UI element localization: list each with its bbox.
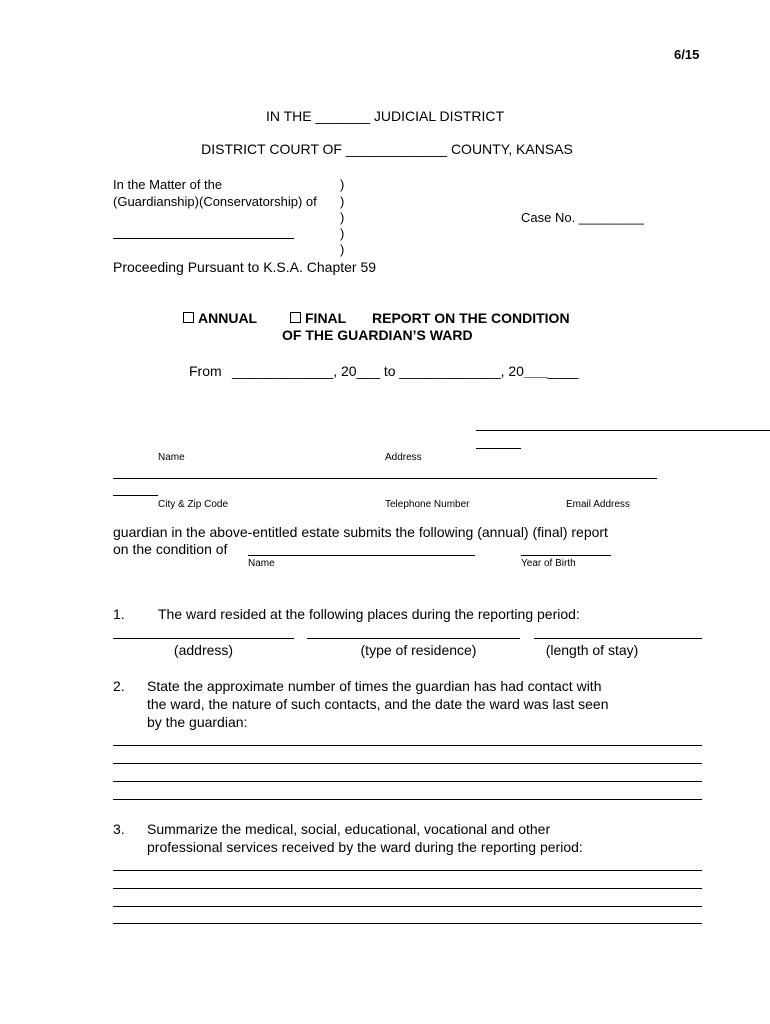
item-2-answer-line-4[interactable] [113,799,702,800]
item-2-answer-line-2[interactable] [113,763,702,764]
item-3-answer-line-2[interactable] [113,888,702,889]
item-3-answer-line-3[interactable] [113,906,702,907]
address-column-label: (address) [173,642,234,658]
period-year-tail-2: ____ [547,363,579,379]
period-dates: _____________, 20___ to _____________, 20 [232,363,524,379]
period-from-label: From [189,363,222,379]
annual-label: ANNUAL [198,310,258,326]
item-1-text: The ward resided at the following places during the reporting period: [158,606,580,622]
case-number-label: Case No. _________ [521,210,644,225]
item-2-line-2: the ward, the nature of such contacts, and the date the ward was last seen [147,696,609,712]
annual-option[interactable] [183,310,257,326]
caption-paren-4: ) [340,226,345,241]
telephone-label: Telephone Number [385,499,470,510]
email-label: Email Address [566,499,630,510]
report-title-line1: REPORT ON THE CONDITION [372,310,570,326]
item-3-answer-line-4[interactable] [113,923,702,924]
guardian-name-label: Name [158,452,185,463]
caption-paren-2: ) [340,194,345,209]
year-of-birth-label: Year of Birth [521,558,576,569]
reporting-period[interactable] [232,363,578,379]
guardian-info-line-top[interactable] [476,430,770,431]
guardian-address-label: Address [385,452,422,463]
page-code: 6/15 [674,47,700,62]
item-2-text [147,677,609,731]
annual-checkbox[interactable] [183,312,194,323]
item-3-number: 3. [113,821,125,837]
guardianship-conservatorship-label: (Guardianship)(Conservatorship) of [113,194,317,209]
item-2-line-3: by the guardian: [147,714,248,730]
ward-name-line[interactable] [113,238,294,239]
caption-paren-1: ) [340,177,345,192]
length-column-label: (length of stay) [545,642,639,658]
intro-line-1: guardian in the above-entitled estate submits the following (annual) (final) report [113,524,608,540]
item-2-number: 2. [113,678,125,694]
item-1-number: 1. [113,606,125,622]
guardian-info-line-2-short[interactable] [113,495,158,496]
item-3-text [147,820,583,856]
item-2-line-1: State the approximate number of times the guardian has had contact with [147,678,602,694]
item-2-answer-line-3[interactable] [113,781,702,782]
period-year-tail: ___ [523,363,548,379]
ward-name-label: Name [248,558,275,569]
residence-type-field[interactable] [307,638,520,639]
caption-paren-3: ) [340,210,345,225]
item-3-line-1: Summarize the medical, social, educational, vocational and other [147,821,551,837]
ward-name-field[interactable] [248,555,475,556]
city-zip-label: City & Zip Code [158,499,229,510]
item-2-answer-line-1[interactable] [113,745,702,746]
judicial-district-heading: IN THE _______ JUDICIAL DISTRICT [265,108,505,124]
report-title-line2: OF THE GUARDIAN’S WARD [282,327,473,343]
guardian-info-line-short[interactable] [476,448,521,449]
year-of-birth-field[interactable] [521,555,611,556]
intro-line-2: on the condition of [113,541,228,557]
caption-paren-5: ) [340,242,345,257]
item-3-answer-line-1[interactable] [113,870,702,871]
final-checkbox[interactable] [290,312,301,323]
type-column-label: (type of residence) [360,642,477,658]
item-3-line-2: professional services received by the ward during the reporting period: [147,839,583,855]
residence-length-field[interactable] [534,638,702,639]
matter-of-label: In the Matter of the [113,177,223,192]
proceeding-statute: Proceeding Pursuant to K.S.A. Chapter 59 [113,259,377,275]
district-court-heading: DISTRICT COURT OF _____________ COUNTY, KANSAS [201,141,573,157]
final-option[interactable] [290,310,346,326]
final-label: FINAL [305,310,347,326]
guardian-info-line-2[interactable] [113,478,657,479]
residence-address-field[interactable] [113,638,294,639]
